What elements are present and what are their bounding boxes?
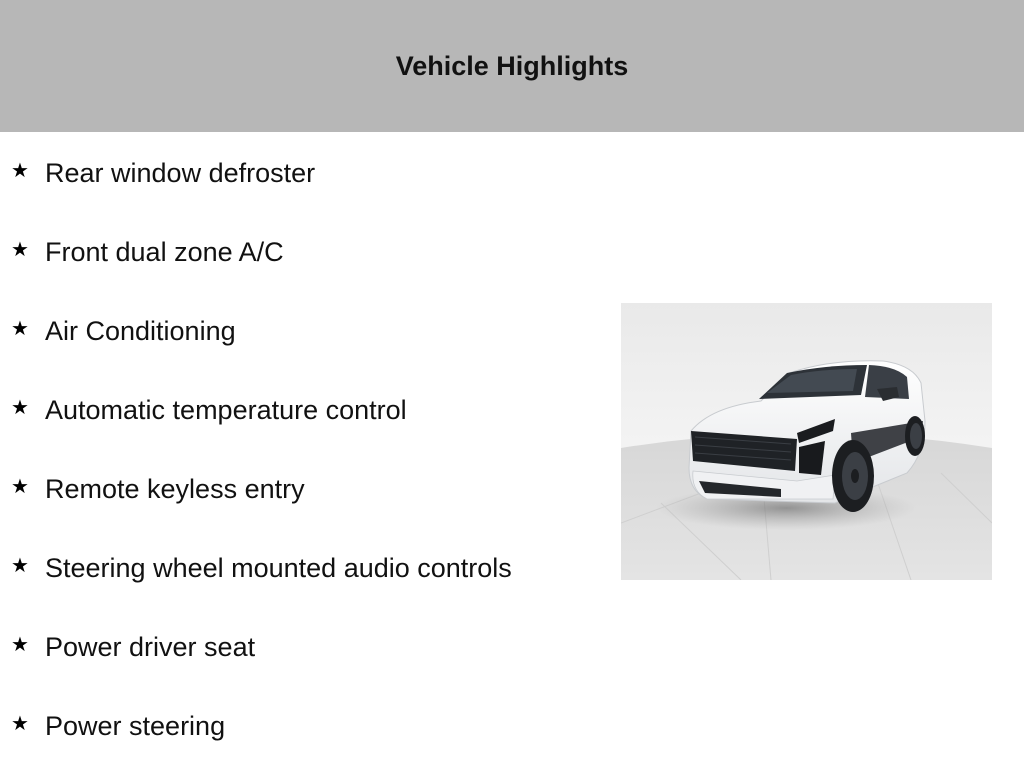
vehicle-photo-image bbox=[621, 303, 992, 580]
star-icon: ★ bbox=[11, 395, 29, 419]
header-banner bbox=[0, 0, 1024, 132]
star-icon: ★ bbox=[11, 711, 29, 735]
page-title: Vehicle Highlights bbox=[395, 50, 629, 81]
star-icon: ★ bbox=[11, 632, 29, 656]
star-icon: ★ bbox=[11, 316, 29, 340]
feature-label: Air Conditioning bbox=[45, 316, 236, 346]
feature-label: Steering wheel mounted audio controls bbox=[45, 553, 512, 583]
star-icon: ★ bbox=[11, 474, 29, 498]
star-icon: ★ bbox=[11, 237, 29, 261]
feature-label: Power driver seat bbox=[45, 632, 256, 662]
feature-label: Rear window defroster bbox=[45, 158, 316, 188]
feature-label: Automatic temperature control bbox=[45, 395, 407, 425]
star-icon: ★ bbox=[11, 158, 29, 182]
star-icon: ★ bbox=[11, 553, 29, 577]
vehicle-photo bbox=[621, 303, 992, 580]
feature-label: Power steering bbox=[45, 711, 226, 741]
feature-label: Front dual zone A/C bbox=[45, 237, 284, 267]
feature-label: Remote keyless entry bbox=[45, 474, 305, 504]
